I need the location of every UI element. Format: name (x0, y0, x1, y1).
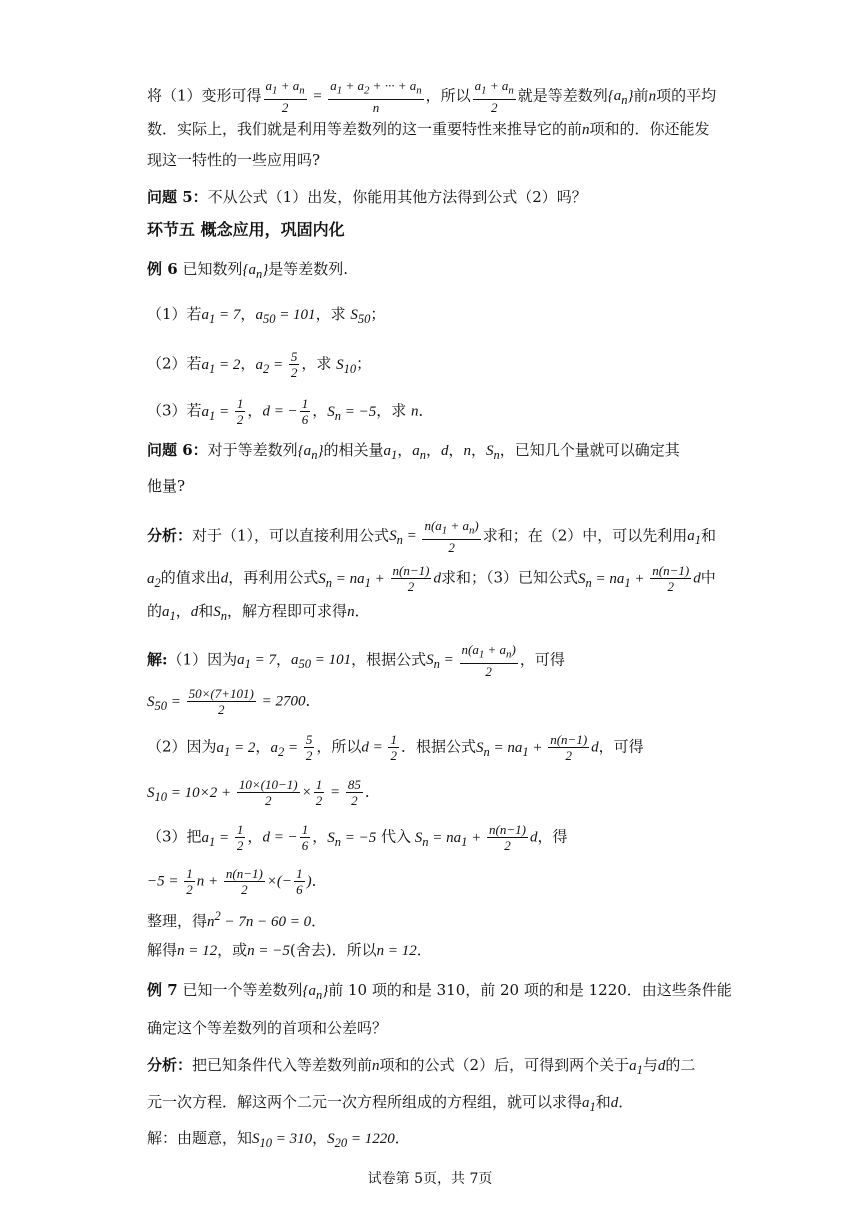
text: ，所以 (316, 737, 362, 756)
text: 求和；在（2）中，可以先利用 (482, 526, 688, 545)
analysis-7-line-2: 元一次方程．解这两个二元一次方程所组成的方程组，就可以求得$a_1$和d． (147, 1093, 634, 1114)
text: 对于（1），可以直接利用公式 (192, 526, 390, 545)
solution-result: 解得n = 12，或n = −5(舍去)．所以n = 12． (147, 941, 432, 959)
page-footer: 试卷第 5页，共 7页 (367, 1171, 493, 1187)
text: 项的平均 (656, 86, 717, 105)
text: 与 (642, 1056, 658, 1074)
example-6-part-2: （2）若$a_1 = 2$，$a_2$ = $\frac{5}{2}$ ，求 $S_{10}$； (147, 349, 372, 380)
question-6: 问题 6：对于等差数列$\{a_n\}$的相关量$a_1$，$a_n$，d，n，$S_n$，已知几个量就可以确定其 (147, 441, 680, 462)
text: ，解方程即可求得 (227, 602, 348, 620)
solution-line-2: （2）因为$a_1 = 2$，$a_2$ = $\frac{5}{2}$ ，所以d = $\frac{1}{2}$ ．根据公式$S_n = na_1$ + $\frac{n(n-1)}{2}$ d，可得 (147, 732, 644, 763)
fraction: $\frac{a_1 + a_n}{2}$ (474, 78, 514, 115)
question-5 (147, 187, 587, 207)
text: 已知一个等差数列 (182, 981, 303, 999)
text: 整理，得 (147, 912, 208, 930)
example-6: 例 6 已知数列$\{a_n\}$是等差数列. (147, 260, 348, 281)
text: ，再利用公式 (228, 568, 319, 587)
solution-eq-2: $S_{10} = 10\times 2$ + $\frac{10\times(10-1)}{2}$ × $\frac{1}{2}$ = $\frac{85}{2}$ ． (147, 777, 380, 808)
fraction: $\frac{a_1 + a_n}{2}$ (265, 78, 305, 115)
text: 对于等差数列 (207, 441, 298, 459)
text: ．根据公式 (400, 737, 476, 756)
text: 项和的．你还能发 (589, 120, 710, 138)
text: 解：由题意，知 (147, 1129, 253, 1147)
text: （1）因为 (167, 650, 238, 669)
text: ，或 (217, 941, 248, 959)
text: 的 (147, 602, 163, 620)
intro-line-2: 数．实际上，我们就是利用等差数列的这一重要特性来推导它的前n项和的．你还能发 (147, 120, 710, 138)
text: 数．实际上，我们就是利用等差数列的这一重要特性来推导它的前 (147, 120, 583, 138)
text: 就是等差数列 (517, 86, 608, 105)
text: 和 (198, 602, 214, 620)
text: 中 (700, 568, 716, 587)
text: ，可得 (598, 737, 644, 756)
text: 的相关量 (323, 441, 384, 459)
solution-simplify: 整理，得$n^2 - 7n - 60 = 0$． (147, 909, 327, 930)
text: 前 (633, 86, 649, 105)
text: 已知数列 (182, 260, 243, 278)
text: ，根据公式 (351, 650, 427, 669)
example-label: 例 7 (147, 981, 178, 999)
text: ，得 (537, 827, 568, 846)
analysis-label: 分析： (147, 1056, 193, 1074)
solution-line-3: （3）把$a_1$ = $\frac{1}{2}$ ，d = − $\frac{1}{6}$ ，$S_n = -5$ 代入 $S_n = na_1$ + $\frac{n(n-1)}{2}$ d，得 (147, 822, 568, 853)
analysis-label: 分析： (147, 526, 193, 545)
text: 和 (595, 1093, 611, 1111)
example-7-cont: 确定这个等差数列的首项和公差吗？ (147, 1019, 388, 1037)
text: 解得 (147, 941, 178, 959)
fraction: $\frac{a_1 + a_2 + \cdot\cdot\cdot + a_n}{n}$ (330, 78, 422, 115)
example-label: 例 6 (147, 260, 178, 278)
text: (舍去)．所以 (289, 941, 377, 959)
text: （3）若 (147, 401, 202, 420)
text: 项和的公式（2）后，可得到两个关于 (379, 1056, 630, 1074)
question-label: 问题 6： (147, 441, 208, 459)
intro-line-3: 现这一特性的一些应用吗? (147, 151, 321, 169)
text: （3）把 (147, 827, 202, 846)
text: ，可得 (519, 650, 565, 669)
section-heading: 环节五 概念应用，巩固内化 (147, 220, 345, 239)
text: 求和；（3）已知公式 (440, 568, 579, 587)
text: 不从公式（1）出发，你能用其他方法得到公式（2）吗？ (207, 188, 587, 206)
text: （2）因为 (147, 737, 217, 756)
text: ，所以 (425, 86, 471, 105)
intro-line-1: 将（1）变形可得 $\frac{a_1 + a_n}{2}$ = $\frac{a_1 + a_2 + \cdot\cdot\cdot + a_n}{n}$ ，所以 $\frac{a_1 + a_n}{2}$ 就是等差数列$\{a_n\}$前n项的平均 (147, 78, 717, 115)
text: 和 (701, 526, 717, 545)
question-6-cont: 他量? (147, 477, 186, 495)
text: 元一次方程．解这两个二元一次方程所组成的方程组，就可以求得 (147, 1093, 583, 1111)
analysis-line-2: $a_2$的值求出d，再利用公式$S_n = na_1$ + $\frac{n(n-1)}{2}$ d求和；（3）已知公式$S_n = na_1$ + $\frac{n(n-1)}{2}$ d中 (147, 563, 716, 594)
text: ，已知几个量就可以确定其 (499, 441, 680, 459)
text: 代入 (380, 827, 411, 846)
example-7: 例 7 已知一个等差数列$\{a_n\}$前 10 项的和是 310，前 20 项的和是 1220．由这些条件能 (147, 981, 732, 1002)
example-6-part-3: （3）若$a_1$ = $\frac{1}{2}$ ，d = − $\frac{1}{6}$ ，$S_n = -5$，求 n． (147, 396, 434, 427)
text: 的值求出 (160, 568, 221, 587)
text: 前 10 项的和是 310，前 20 项的和是 1220．由这些条件能 (328, 981, 732, 999)
text: 的二 (665, 1056, 696, 1074)
text: 把已知条件代入等差数列前 (192, 1056, 373, 1074)
text: 将（1）变形可得 (147, 86, 262, 105)
analysis-line-1: 分析：对于（1），可以直接利用公式$S_n$ = $\frac{n(a_1 + a_n)}{2}$ 求和；在（2）中，可以先利用$a_1$和 (147, 518, 717, 555)
example-6-part-1: （1）若$a_1 = 7$，$a_{50} = 101$，求 $S_{50}$； (147, 305, 386, 326)
solution-7: 解：由题意，知$S_{10} = 310$，$S_{20} = 1220$． (147, 1129, 410, 1150)
text: （2）若 (147, 354, 202, 373)
solution-eq-3: −5 = $\frac{1}{2}$ n + $\frac{n(n-1)}{2}$ ×(− $\frac{1}{6}$ )． (147, 866, 327, 897)
solution-line-1: 解:（1）因为$a_1 = 7$，$a_{50} = 101$，根据公式$S_n$ = $\frac{n(a_1 + a_n)}{2}$ ，可得 (147, 642, 565, 679)
question-label: 问题 5： (147, 188, 208, 206)
solution-eq-1: $S_{50}$ = $\frac{50\times(7+101)}{2}$ = 2700． (147, 686, 321, 717)
solution-label: 解: (147, 650, 168, 669)
text: 是等差数列. (268, 260, 348, 278)
analysis-line-3: 的$a_1$，d和$S_n$，解方程即可求得n． (147, 602, 370, 623)
analysis-7-line-1: 分析：把已知条件代入等差数列前n项和的公式（2）后，可得到两个关于$a_1$与d的二 (147, 1056, 696, 1077)
text: （1）若 (147, 305, 202, 323)
